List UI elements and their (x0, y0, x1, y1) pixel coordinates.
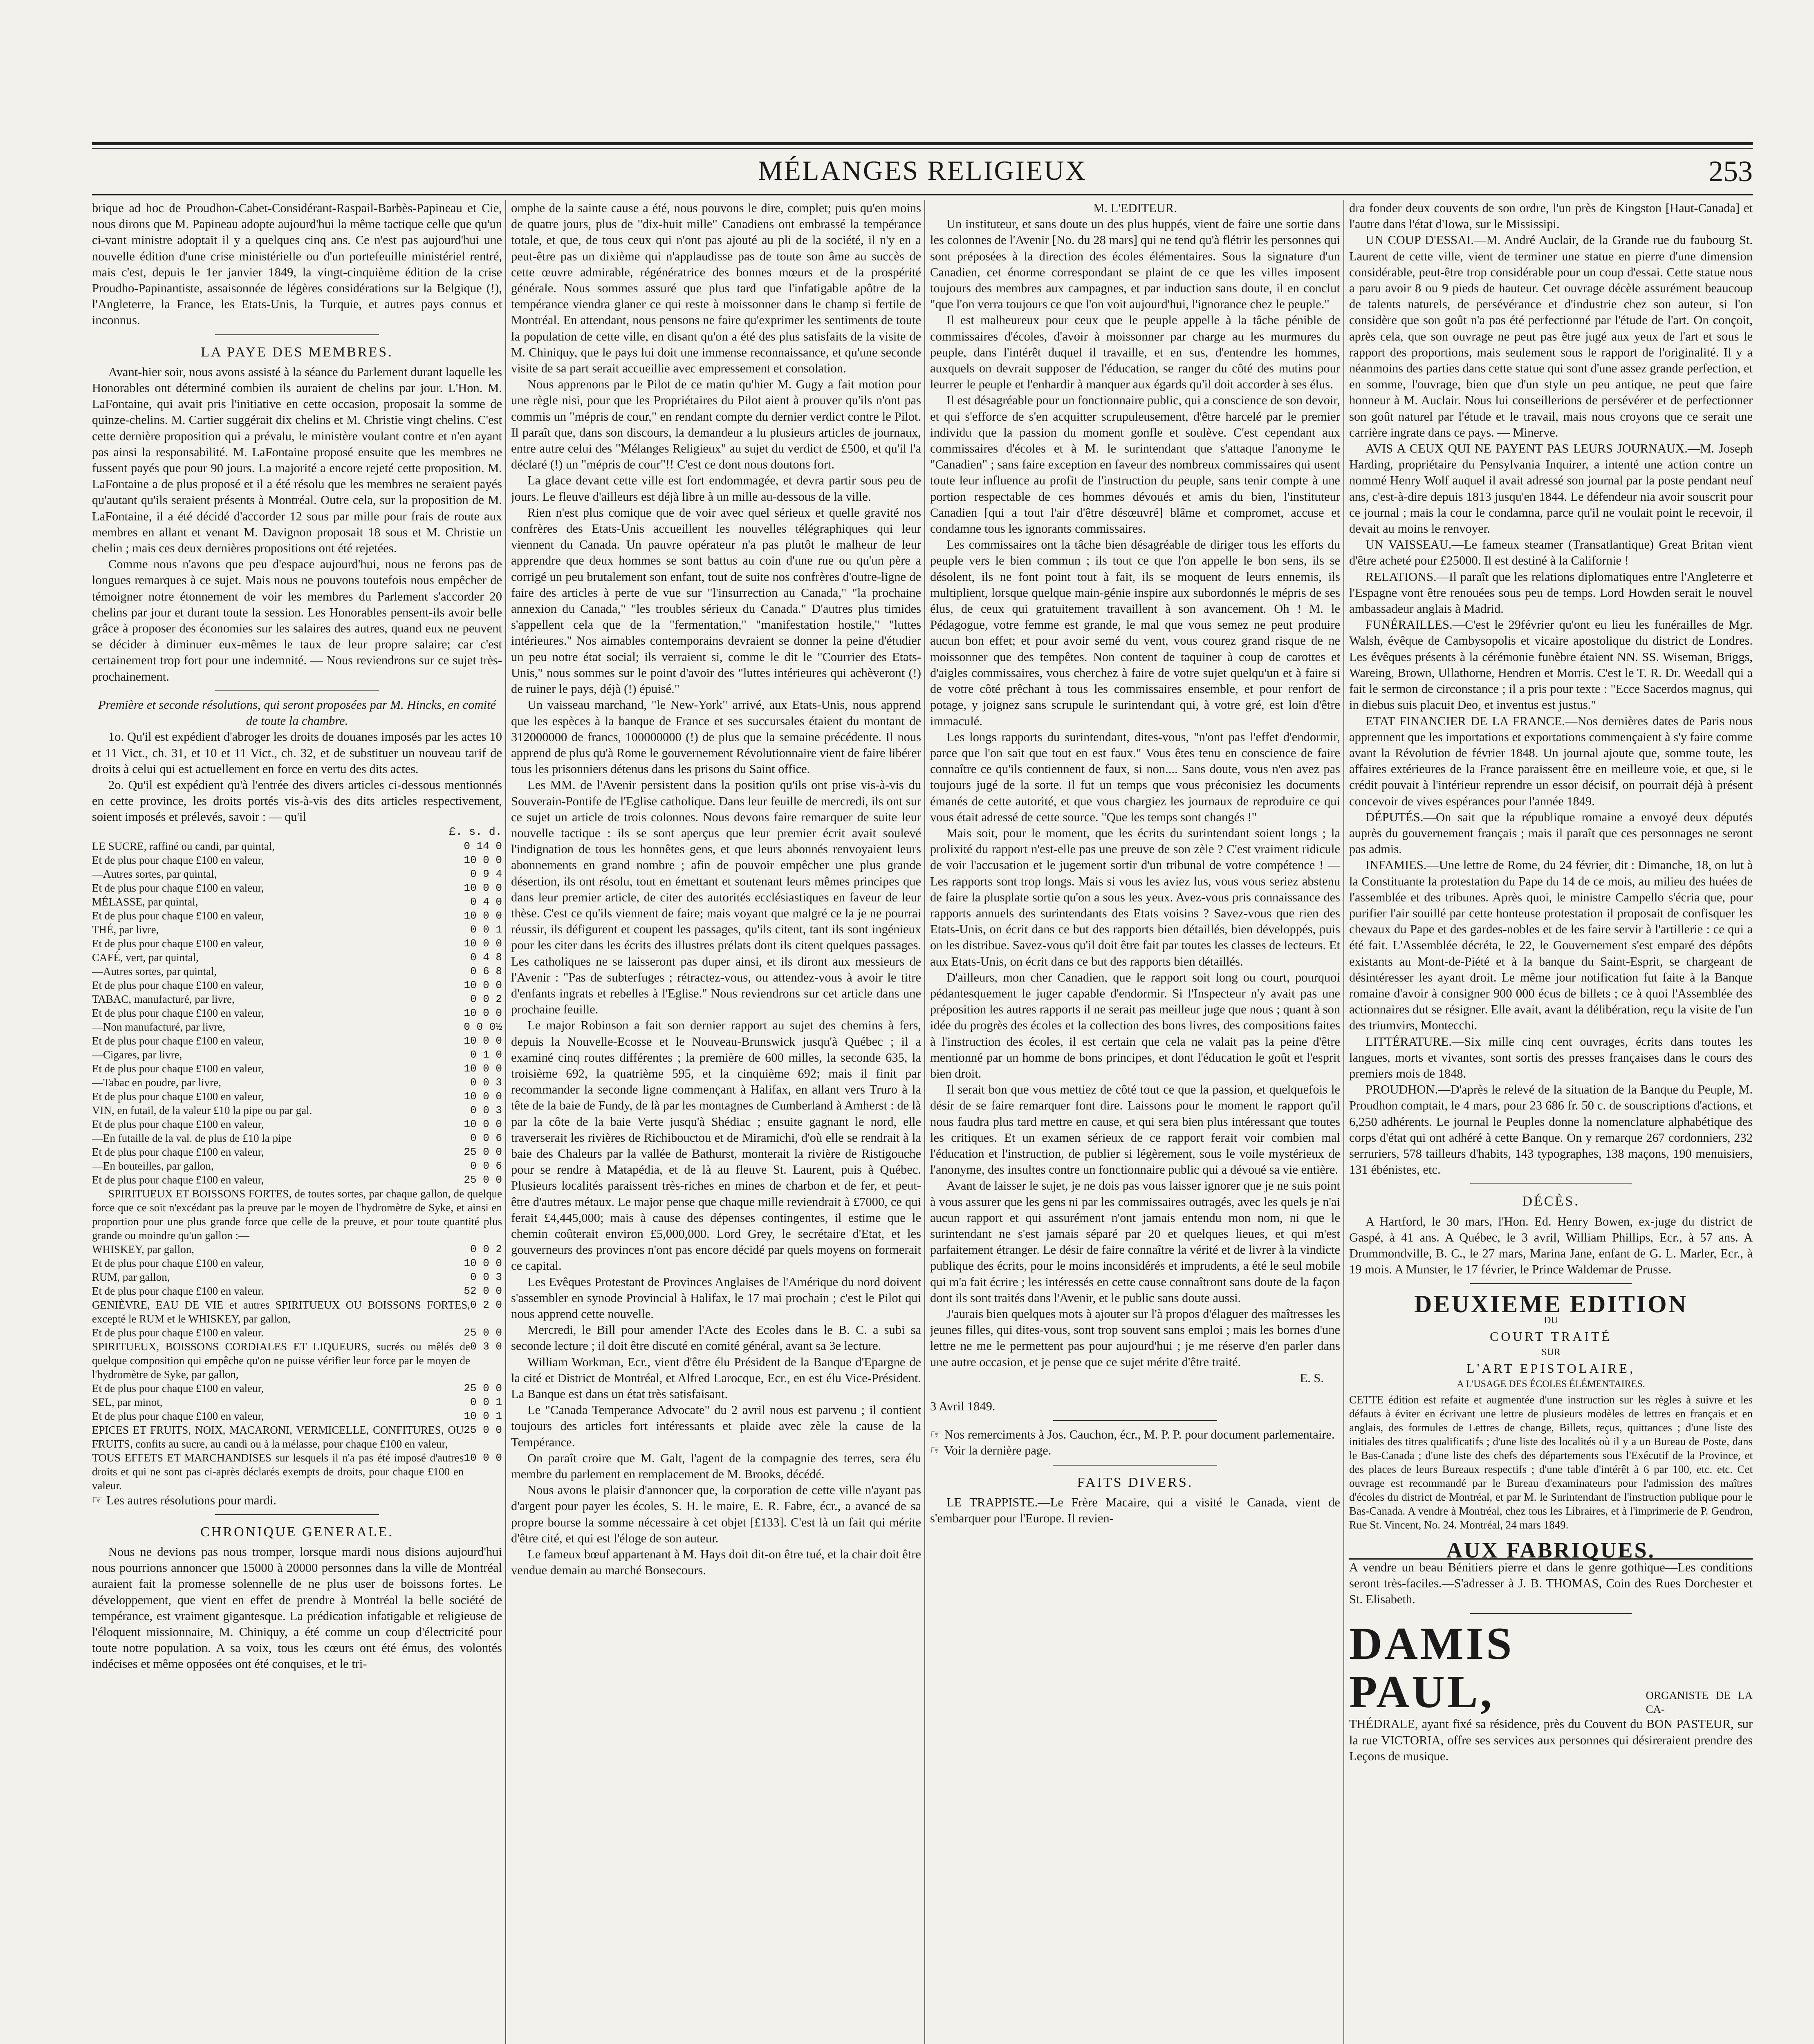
paragraph: Le fameux bœuf appartenant à M. Hays doit dit-on être tué, et la chair doit être vendue demain au marché Bonsecours. (511, 1547, 921, 1578)
paragraph: RELATIONS.—Il paraît que les relations diplomatiques entre l'Angleterre et l'Espagne vont être renouées sous peu de temps. Lord Howden serait le nouvel ambassadeur anglais à Madrid. (1349, 569, 1753, 616)
tariff-amount: 0 0 0½ (464, 1020, 502, 1033)
tariff-row (92, 992, 502, 1006)
paragraph: D'ailleurs, mon cher Canadien, que le rapport soit long ou court, pourquoi pédantesquement le juger capable d'endormir. Si l'Inspecteur n'y avait pas une préposition les autres rapports il ne serait pas meilleur juge que nous ; quant à son idée du progrès des écoles et la collection des bons livres, des compositions faites à l'instruction des écoles, il est certain que cela ne valait pas la peine d'être mentionné par un homme de bons principes, et dont l'éducation le goût et l'esprit bien droit. (930, 970, 1340, 1080)
paragraph: Le major Robinson a fait son dernier rapport au sujet des chemins à fers, depuis la Nouvelle-Ecosse et le Nouveau-Brunswick jusqu'à Québec ; il a examiné cinq routes différentes ; la première de 600 milles, la seconde 635, la troisième 692, la quatrième 595, et la cinquième 692; mais il finit par recommander la seconde ligne commençant à Halifax, en allant vers Truro à la tête de la baie de Fundy, de là par les montagnes de Cumberland à Amherst : de là par la côte de la baie Verte jusqu'à Shédiac ; ensuite gagnant le nord, elle traverserait les rivières de Richibouctou et de Miramichi, d'où elle se rendrait à la baie des Chaleurs par la vallée de Bathurst, monterait la rivière de Ristigouche pour se rendre à Matapédia, et de là au fleuve St. Laurent, puis à Québec. Plusieurs localités paraissent très-riches en mines de charbon et de fer, et peut-être d'autres métaux. Le major pense que chaque mille reviendrait à £7000, ce qui ferait £4,445,000; mais à cause des dépenses contingentes, il estime que le chemin coûterait environ £5,000,000. Lord Grey, le secrétaire d'Etat, et les gouverneurs des provinces n'ont pas encore décidé par quels moyens on formerait ce capital. (511, 1018, 921, 1273)
tariff-amount: 0 0 1 (470, 1396, 502, 1408)
tariff-row (92, 1395, 502, 1409)
tariff-item: Et de plus pour chaque £100 en valeur, (92, 937, 264, 950)
ad-text: DU (1544, 1315, 1558, 1326)
tariff-item: TOUS EFFETS ET MARCHANDISES sur lesquels il n'a pas été imposé d'autres droits et qui ne sont pas ci-après déclarés exempts de droits, pour chaque £100 en valeur. (92, 1451, 464, 1492)
tariff-row (92, 1006, 502, 1020)
tariff-row (92, 1131, 502, 1145)
paragraph: J'aurais bien quelques mots à ajouter sur l'à propos d'élaguer des maîtresses les jeunes filles, qui dites-vous, sont trop souvent sans emploi ; mais les bornes d'une lettre ne me le permettent pas pour aujourd'hui ; je me réserve d'en parler dans une autre occasion, et je pense que ce sujet mérite d'être traité. (930, 1307, 1340, 1369)
tariff-amount: 10 0 1 (464, 1410, 502, 1422)
tariff-row (92, 1270, 502, 1284)
paragraph: Il serait bon que vous mettiez de côté tout ce que la passion, et quelquefois le désir de se faire remarquer font dire. Laissons pour le moment le rapport qu'il nous faudra plus tard mettre en cause, et qui sera bien plus intéressant que toutes les critiques. Et un examen sérieux de ce rapport ferait voir combien mal l'éducation et l'instruction, de publier si légèrement, sous le voile mystérieux de l'anonyme, des insultes contre un fonctionnaire public qui a dévoué sa vie entière. (930, 1083, 1340, 1177)
tariff-amount: 10 0 0 (464, 1451, 502, 1464)
column-2 (511, 200, 921, 2044)
tariff-row (92, 1103, 502, 1117)
tariff-row (92, 1381, 502, 1395)
tariff-item: Et de plus pour chaque £100 en valeur, (92, 1173, 264, 1186)
tariff-row (92, 909, 502, 923)
column-divider (505, 200, 506, 2044)
page-number: 253 (1709, 155, 1753, 188)
tariff-item: —Autres sortes, par quintal, (92, 965, 217, 977)
tariff-amount: 0 6 8 (470, 965, 502, 977)
signature: E. S. (1300, 1371, 1324, 1385)
tariff-amount: 25 0 0 (464, 1145, 502, 1158)
tariff-item: WHISKEY, par gallon, (92, 1243, 194, 1255)
tariff-item: SEL, par minot, (92, 1396, 163, 1408)
column-divider (1343, 200, 1344, 2044)
tariff-amount: 0 0 3 (470, 1076, 502, 1089)
tariff-amount: 10 0 0 (464, 881, 502, 894)
paragraph: ETAT FINANCIER DE LA FRANCE.—Nos dernières dates de Paris nous apprennent que les importations et exportations commençaient à s'y faire comme avant la Révolution de février 1848. Un journal ajoute que, somme toute, les affaires extérieures de la France paraissent être en meilleure voie, et que, si le crédit pouvait à l'intérieur reprendre un essor décisif, on pourrait déjà à présent concevoir de vives espérances pour l'année 1849. (1349, 714, 1753, 808)
ad-title-edition: DEUXIEME EDITION (1414, 1291, 1688, 1318)
paragraph: Les commissaires ont la tâche bien désagréable de diriger tous les efforts du peuple vers le bien commun ; ils tout ce que l'on appelle le bon sens, ils se désolent, ils ne font point tout à fait, ils se moquent de leurs ennemis, ils multiplient, lorsque quelque main-génie inspire aux subordonnés le mépris de ses élus, de ceux qui gratuitement travaillent à son avancement. Oh ! M. le Pédagogue, votre femme est grande, le mal que vous semez ne peut produire aucun bon effet; et pour avoir semé du vent, vous courez grand risque de ne moissonner que des tempêtes. Non content de taquiner à coup de carottes et d'aigles commissaires, vous cherchez à faire de votre sujet quelqu'un et à faire si de votre côté prêchant à tous les commissaires ensemble, et pour renfort de potage, y joignez sans scrupule le surintendant qui, à votre gré, est loin d'être immaculé. (930, 538, 1340, 728)
tariff-item: EPICES ET FRUITS, NOIX, MACARONI, VERMICELLE, CONFITURES, OU FRUITS, confits au sucre, au candi ou à la mélasse, pour chaque £100 en valeur, (92, 1423, 464, 1450)
tariff-item: Et de plus pour chaque £100 en valeur, (92, 1410, 264, 1422)
tariff-item: GENIÈVRE, EAU DE VIE et autres SPIRITUEUX OU BOISSONS FORTES, excepté le RUM et le WHISKEY, par gallon, (92, 1298, 470, 1325)
tariff-row (92, 1076, 502, 1089)
tariff-amount: 10 0 0 (464, 1006, 502, 1019)
tariff-amount: 0 0 6 (470, 1159, 502, 1172)
tariff-row (92, 964, 502, 978)
tariff-item: RUM, par gallon, (92, 1271, 170, 1283)
tariff-row (92, 1062, 502, 1076)
tariff-row (92, 1423, 502, 1451)
paragraph: LE TRAPPISTE.—Le Frère Macaire, qui a visité le Canada, vient de s'embarquer pour l'Europe. Il revien- (930, 1495, 1340, 1526)
ad-body: A vendre un beau Bénitiers pierre et dans le genre gothique—Les conditions seront très-faciles.—S'adresser à J. B. THOMAS, Coin des Rues Dorchester et St. Elisabeth. (1349, 1560, 1753, 1607)
tariff-row (92, 1173, 502, 1187)
column-1 (92, 200, 502, 2044)
letter-date: 3 Avril 1849. (930, 1399, 996, 1414)
tariff-row (92, 950, 502, 964)
tariff-row (92, 1159, 502, 1173)
ad-body: CETTE édition est refaite et augmentée d'une instruction sur les règles à suivre et les défauts à éviter en écrivant une lettre de plusieurs modèles de lettres en français et en anglais, des formules de Lettres de change, Billets, reçus, quittances ; d'une liste des initiales des titres qualificatifs ; d'une liste des localités où il y a un Bureau de Poste, dans le Bas-Canada ; d'une liste des chefs des départements sous l'Exécutif de la Province, et des places de leurs Bureaux respectifs ; d'une table d'intérêt à 6 par 100, etc. etc. Cet ouvrage est recommandé par le Bureau d'examinateurs pour l'admission des maîtres d'écoles du district de Montréal, et par M. le Surintendant de l'instruction publique pour le Bas-Canada. A vendre à Montréal, chez tous les Libraires, et à l'imprimerie de P. Gendron, Rue St. Vincent, No. 24. Montréal, 24 mars 1849. (1349, 1393, 1753, 1531)
paragraph: A Hartford, le 30 mars, l'Hon. Ed. Henry Bowen, ex-juge du district de Gaspé, à 41 ans. A Québec, le 3 avril, William Phillips, Ecr., à 57 ans. A Drummondville, B. C., le 27 mars, Marina Jane, enfant de G. L. Marler, Ecr., à 19 mois. A Munster, le 17 février, le Prince Waldemar de Prusse. (1349, 1214, 1753, 1277)
tariff-amount: 0 0 2 (470, 1243, 502, 1255)
tariff-item: Et de plus pour chaque £100 en valeur, (92, 854, 264, 866)
paragraph: Les Evêques Protestant de Provinces Anglaises de l'Amérique du nord doivent s'assembler en synode Provincial à Halifax, le 17 mai prochain ; c'est le Pilot qui nous apprend cette nouvelle. (511, 1275, 921, 1321)
tariff-table (92, 839, 502, 1187)
paragraph: Rien n'est plus comique que de voir avec quel sérieux et quelle gravité nos confrères des Etats-Unis accueillent les nouvelles télégraphiques qui leur viennent du Canada. Un pauvre opérateur n'a pas plutôt le malheur de leur apprendre que deux hommes se sont battus au coin d'une rue ou qu'un père a corrigé un peu brutalement son enfant, tout de suite nos confrères d'outre-ligne de faire des articles à perte de vue sur "l'insurrection au Canada," "la prochaine annexion du Canada," "les troubles sérieux du Canada." D'autres plus timides s'appellent cela que de la "fermentation," "manifestation hostile," "luttes intérieures." Nos aimables contemporains devraient se donner la peine d'étudier un peu notre état social; ils verraient si, comme le dit le "Courrier des Etats-Unis," nous sommes sur le point d'avoir des "luttes intérieures qui achèveront (!) de ruiner le pays, déjà (!) épuisé." (511, 505, 921, 696)
paragraph: UN VAISSEAU.—Le fameux steamer (Transatlantique) Great Britan vient d'être acheté pour £25000. Il est destiné à la Californie ! (1349, 538, 1753, 568)
tariff-amount: 10 0 0 (464, 909, 502, 922)
ad-title-fabriques: AUX FABRIQUES. (1349, 1542, 1753, 1560)
tariff-item: Et de plus pour chaque £100 en valeur, (92, 979, 264, 991)
tariff-item: Et de plus pour chaque £100 en valeur. (92, 1284, 264, 1297)
separator (215, 1514, 379, 1515)
tariff-amount: 10 0 0 (464, 1118, 502, 1130)
tariff-row (92, 937, 502, 950)
paragraph: La glace devant cette ville est fort endommagée, et devra partir sous peu de jours. Le fleuve d'ailleurs est déjà libre à un mille au-dessous de la ville. (511, 473, 921, 504)
column-divider (924, 200, 925, 2044)
paragraph: Un instituteur, et sans doute un des plus huppés, vient de faire une sortie dans les colonnes de l'Avenir [No. du 28 mars] qui ne tend qu'à flétrir les personnes qui sont préposées à la direction des écoles élémentaires. Sous la signature d'un Canadien, cet énorme correspondant se plaint de ce que les villes imposent toujours des membres aux campagnes, et par induction sans doute, il en conclut "que l'on verra toujours ce que l'on voit aujourd'hui, l'ignorance chez le peuple." (930, 217, 1340, 312)
tariff-amount: 0 0 1 (470, 923, 502, 936)
tariff-amount: 10 0 0 (464, 1257, 502, 1269)
paragraph: UN COUP D'ESSAI.—M. André Auclair, de la Grande rue du faubourg St. Laurent de cette ville, vient de terminer une statue en pierre d'une dimension considérable, peut-être trop considérable pour un coup d'essai. Cette statue nous a paru avoir 8 ou 9 pieds de hauteur. Cet ouvrage décèle assurément beaucoup de talents naturels, de persévérance et d'industrie chez son auteur, si l'on considère que son goût n'a pas été perfectionné par l'étude de l'art. On conçoit, après cela, que son ouvrage ne peut pas être jugé aux yeux de l'art et sous le rapport des proportions, mais seulement sous le rapport de l'originalité. Il y a néanmoins des parties dans cette statue qui sont d'une assez grande perfection, et en somme, l'ouvrage, bien que d'un style un peu antique, ne peut que faire honneur à M. Auclair. Nous lui conseillerions de persévérer et de perfectionner son goût naturel par l'étude et le travail, mais nous croyons que ce serait une carrière ingrate dans ce pays. — Minerve. (1349, 233, 1753, 439)
paragraph: On paraît croire que M. Galt, l'agent de la compagnie des terres, sera élu membre du parlement en remplacement de M. Brooks, décédé. (511, 1451, 921, 1481)
top-rule-thin (92, 148, 1753, 149)
tariff-amount: 0 1 0 (470, 1048, 502, 1061)
paragraph: Il est désagréable pour un fonctionnaire public, qui a conscience de son devoir, et qui s'efforce de s'en acquitter scrupuleusement, d'être harcelé par le premier individu que la passion du moment gonfle et soulève. C'est cependant aux commissaires d'écoles et à M. le surintendant que s'attaque l'anonyme le "Canadien" ; sans faire exception en faveur des nombreux commissaires qui usent toute leur influence au profit de l'instruction du peuple, sans tenir compte à une portion respectable de ces hommes dévoués et amis du bien, l'instituteur Canadien [qui a tout l'air d'être désœuvré] blâme et compromet, accuse et condamne tous les ignorants commissaires. (930, 393, 1340, 536)
tariff-item: Et de plus pour chaque £100 en valeur, (92, 1006, 264, 1019)
tariff-item: SPIRITUEUX, BOISSONS CORDIALES ET LIQUEURS, sucrés ou mêlés de quelque composition qui empêche qu'on ne puisse vérifier leur force par le moyen de l'hydromètre de Syke, par gallon, (92, 1340, 470, 1381)
paragraph: AVIS A CEUX QUI NE PAYENT PAS LEURS JOURNAUX.—M. Joseph Harding, propriétaire du Pensylvania Inquirer, a intenté une action contre un nommé Henry Wolf auquel il avait adressé son journal par la poste pendant neuf ans, c'est-à-dire depuis 1813 jusqu'en 1844. Le défendeur nia avoir souscrit pour ce journal ; mais la cour le condamna, parce qu'il ne voulait point le recevoir, il devait au moins le renvoyer. (1349, 442, 1753, 536)
letter-heading: M. L'EDITEUR. (1093, 201, 1177, 215)
tariff-amount: 0 4 8 (470, 951, 502, 964)
paragraph: FUNÉRAILLES.—C'est le 29février qu'ont eu lieu les funérailles de Mgr. Walsh, évêque de Cambysopolis et vicaire apostolique du district de Londres. Les évêques présents à la cérémonie funèbre étaient NN. SS. Wiseman, Briggs, Wareing, Brown, Ullathorne, Hendren et Morris. C'est le T. R. Dr. Weedall qui a fait le sermon de circonstance ; il a pris pour texte : "Ecce Sacerdos magnus, qui in diebus suis placuit Deo, et inventus est justus." (1349, 618, 1753, 712)
paragraph: Mais soit, pour le moment, que les écrits du surintendant soient longs ; la prolixité du rapport n'est-elle pas une preuve de son zèle ? C'est vraiment ridicule de voir l'accusation et le jugement sortir d'un tribunal de votre compétence ! — Les rapports sont trop longs. Mais si vous les aviez lus, vous vous seriez abstenu de faire la plusplate sortie qu'on a sous les yeux. Avez-vous pris connaissance des rapports annuels des surintendants des Etats voisins ? Savez-vous que rien des Etats-Unis, on écrit dans ce but des rapports bien détaillés, bien développés, puis on les distribue. Savez-vous qu'il doit être fait par toutes les classes de lecteurs. Et aux Etats-Unis, on écrit dans ce but des rapports bien détaillés. (930, 826, 1340, 968)
ad-text: SUR (1541, 1347, 1561, 1358)
header-rule (92, 194, 1753, 195)
tariff-item: LE SUCRE, raffiné ou candi, par quintal, (92, 840, 275, 852)
ad-body: THÉDRALE, ayant fixé sa résidence, près du Couvent du BON PASTEUR, sur la rue VICTORIA, offre ses services aux personnes qui désireraient prendre des Leçons de musique. (1349, 1717, 1753, 1763)
tariff-amount: 25 0 0 (464, 1173, 502, 1186)
paragraph: Les MM. de l'Avenir persistent dans la position qu'ils ont prise vis-à-vis du Souverain-Pontife de l'Eglise catholique. Dans leur feuille de mercredi, ils ont sur ce sujet un article de trois colonnes. Nous devons faire remarquer de suite leur nouvelle tactique : ils se sont aperçus que leur premier écrit avait soulevé l'indignation de tous les honnêtes gens, et que leurs abonnés renvoyaient leurs abonnements en grand nombre ; afin de pouvoir empêcher une plus grande désertion, ils ont résolu, tout en émettant et soutenant leurs mêmes principes que dans leur premier article, de citer des autorités ecclésiastiques en faveur de leur thèse. C'est ce qu'ils viennent de faire; mais voyant que malgré ce la je ne pourrai réussir, ils défigurent et coupent les passages, qu'ils citent, tant ils sont ingénieux pour les citer dans les écrits des illustres prélats dont ils citent quelques passages. Les catholiques ne se laisseront pas duper ainsi, et ils diront aux messieurs de l'Avenir : "Pas de subterfuges ; rétractez-vous, ou attendez-vous à avoir le titre d'enfants ingrats et rebelles à l'Eglise." Nous reviendrons sur cet article dans une prochaine feuille. (511, 778, 921, 1017)
tariff-header: £. s. d. (449, 826, 502, 838)
tariff-row (92, 1298, 502, 1326)
tariff-row (92, 1117, 502, 1131)
paragraph: DÉPUTÉS.—On sait que la république romaine a envoyé deux députés auprès du gouvernement français ; mais il paraît que ces personnages ne seront pas admis. (1349, 810, 1753, 856)
paragraph: Les longs rapports du surintendant, dites-vous, "n'ont pas l'effet d'endormir, parce que l'on sait que tout en est faux." Vous êtes tenu en conscience de faire connaître ce qu'ils contiennent de faux, si non.... Sans doute, vous n'en avez pas toujours jugé de la sorte. Il fut un temps que vous préconisiez les documents émanés de cette autorité, et que vous chargiez les journaux de reproduire ce qui vous était adressé de cette source. "Que les temps sont changés !" (930, 730, 1340, 824)
resolutions-title: Première et seconde résolutions, qui seront proposées par M. Hincks, en comité de toute la chambre. (98, 697, 496, 728)
tariff-row (92, 978, 502, 992)
column-3 (930, 200, 1340, 2044)
tariff-amount: 52 0 0 (464, 1284, 502, 1297)
paragraph: dra fonder deux couvents de son ordre, l'un près de Kingston [Haut-Canada] et l'autre dans l'état d'Iowa, sur le Mississipi. (1349, 201, 1753, 231)
tariff-row (92, 1326, 502, 1340)
section-title: LA PAYE DES MEMBRES. (201, 344, 393, 360)
paragraph: SPIRITUEUX ET BOISSONS FORTES, de toutes sortes, par chaque gallon, de quelque force que ce soit n'excédant pas la preuve par le moyen de l'hydromètre de Syke, et ainsi en proportion pour une plus grande force que celle de la preuve, et pour toute quantité plus grande ou moindre qu'un gallon :— (92, 1187, 502, 1242)
top-rule (92, 142, 1753, 145)
notice: ☞ Voir la dernière page. (930, 1443, 1052, 1458)
tariff-amount: 0 3 0 (470, 1340, 502, 1353)
tariff-amount: 0 2 0 (470, 1298, 502, 1311)
separator (215, 334, 379, 335)
tariff-item: Et de plus pour chaque £100 en valeur, (92, 1034, 264, 1047)
ad-side: ORGANISTE DE LA CA- (1646, 1689, 1753, 1716)
paragraph: William Workman, Ecr., vient d'être élu Président de la Banque d'Epargne de la cité et District de Montréal, et Alfred Larocque, Ecr., en est élu Vice-Président. La Banque est dans un état très satisfaisant. (511, 1355, 921, 1401)
tariff-row (92, 1284, 502, 1298)
tariff-table-2 (92, 1242, 502, 1493)
separator (215, 690, 379, 691)
ad-title-damis-paul: DAMIS PAUL, (1349, 1618, 1514, 1718)
notice: ☞ Les autres résolutions pour mardi. (92, 1493, 276, 1507)
tariff-item: Et de plus pour chaque £100 en valeur, (92, 1062, 264, 1075)
separator (1053, 1465, 1217, 1466)
tariff-row (92, 1034, 502, 1048)
tariff-item: —Cigares, par livre, (92, 1048, 182, 1061)
paragraph: brique ad hoc de Proudhon-Cabet-Considérant-Raspail-Barbès-Papineau et Cie, nous dirons que M. Papineau adopte aujourd'hui la même tactique celle que qu'un ci-vant ministre adoptait il y a quelques cinq ans. Ce n'est pas aujourd'hui une nouvelle édition d'une crise ministérielle ou d'un portefeuille ministériel rentré, mais c'est, depuis le 1er janvier 1849, la vingt-cinquième édition de la crise Proudho-Papinantiste, assaisonnée de légères considérations sur la Belgique (!), l'Angleterre, la France, les Etats-Unis, la Turquie, et autres pays connus et inconnus. (92, 201, 502, 327)
tariff-row (92, 839, 502, 853)
tariff-row (92, 1409, 502, 1423)
tariff-amount: 10 0 0 (464, 1034, 502, 1047)
tariff-item: Et de plus pour chaque £100 en valeur, (92, 1118, 264, 1130)
tariff-row (92, 1242, 502, 1256)
paragraph: 1o. Qu'il est expédient d'abroger les droits de douanes imposés par les actes 10 et 11 Vict., ch. 31, et 10 et 11 Vict., ch. 32, et de substituer un nouveau tarif de droits à celui qui est actuellement en force en vertu des dits actes. (92, 730, 502, 776)
ad-subtitle: L'ART EPISTOLAIRE, (1466, 1361, 1635, 1376)
paragraph: Avant-hier soir, nous avons assisté à la séance du Parlement durant laquelle les Honorables ont déterminé combien ils auraient de chelins par jour. L'Hon. M. LaFontaine, qui avait pris l'initiative en cette occasion, proposait la somme de quinze-chelins. M. Cartier suggérait dix chelins et M. Christie vingt chelins. C'est cette dernière proposition qui a prévalu, le ministère voulant contre et n'en ayant pas ainsi la responsabilité. M. LaFontaine proposé ensuite que les membres ne fussent payés que pour 90 jours. La majorité a encore rejeté cette proposition. M. LaFontaine a de plus proposé et il a été résolu que les membres ne seraient payés qu'autant qu'ils seraient présents à Montréal. Outre cela, sur la proposition de M. LaFontaine, il a été décidé d'accorder 12 sous par mille pour frais de route aux membres en allant et venant M. Davignon proposait 18 sous et M. Christie un chelin ; mais ces deux dernières propositions ont été rejetées. (92, 365, 502, 556)
paragraph: Avant de laisser le sujet, je ne dois pas vous laisser ignorer que je ne suis point à vous assurer que les gens ni par les commissaires outragés, avec les quels je n'ai aucun rapport et qui assurément n'ont jamais entendu mon nom, ni que le surintendant ne s'est jamais séparé par 20 et quelques lieues, et qui m'est parfaitement étranger. Le désir de faire connaître la vérité et de livrer à la vindicte publique des écrits, pour le moins inconsidérés et imprudents, a été le seul mobile qui m'a fait écrire ; les intéressés en cette cause connaîtront sans doute de la façon dont ils sont traités dans l'Avenir, et le public sans doute aussi. (930, 1179, 1340, 1305)
paragraph: omphe de la sainte cause a été, nous pouvons le dire, complet; puis qu'en moins de quatre jours, plus de "dix-huit mille" Canadiens ont embrassé la tempérance totale, et que, de tous ceux qui n'ont pas ajouté au pli de la société, il n'y en a peut-être pas un dixième qui n'applaudisse pas de toute son âme au succès de cette œuvre admirable, régénératrice des bonnes mœurs et de la prospérité générale. Nous sommes assuré que plus tard que l'infatigable apôtre de la tempérance viendra glaner ce qui reste à moissonner dans le champ si fertile de Montréal. En attendant, nous pensons ne faire qu'exprimer les sentiments de toute la population de cette ville, en disant qu'on a été des plus satisfaits de la visite de M. Chiniquy, que le pays lui doit une immense reconnaissance, et qu'une seconde visite de sa part serait accueillie avec empressement et consolation. (511, 201, 921, 376)
tariff-item: VIN, en futail, de la valeur £10 la pipe ou par gal. (92, 1104, 312, 1116)
tariff-item: —Non manufacturé, par livre, (92, 1020, 226, 1033)
ad-subtitle: COURT TRAITÉ (1489, 1329, 1612, 1344)
tariff-row (92, 1256, 502, 1270)
separator (1470, 1283, 1632, 1284)
tariff-row (92, 867, 502, 881)
page-header (92, 151, 1753, 196)
tariff-row (92, 881, 502, 895)
tariff-amount: 0 0 3 (470, 1271, 502, 1283)
paragraph: 2o. Qu'il est expédient qu'à l'entrée des divers articles ci-dessous mentionnés en cette province, les droits portés vis-à-vis des dits articles respectivement, soient imposés et prélevés, savoir : — qu'il (92, 778, 502, 824)
paragraph: PROUDHON.—D'après le relevé de la situation de la Banque du Peuple, M. Proudhon comptait, le 4 mars, pour 23 686 fr. 50 c. de souscriptions d'actions, et 6,250 adhérents. Le journal le Peuples donne la nomenclature alphabétique des corps d'état qui ont adhéré à cette Banque. On y remarque 267 cordonniers, 232 serruriers, 578 tailleurs d'habits, 143 typographes, 138 maçons, 190 menuisiers, 131 ébénistes, etc. (1349, 1083, 1753, 1177)
tariff-amount: 0 0 6 (470, 1132, 502, 1144)
tariff-row (92, 1089, 502, 1103)
tariff-amount: 10 0 0 (464, 937, 502, 950)
tariff-row (92, 1020, 502, 1034)
paragraph: Nous apprenons par le Pilot de ce matin qu'hier M. Gugy a fait motion pour une règle nisi, pour que les Propriétaires du Pilot aient à prouver qu'ils n'ont pas commis un "mépris de cour," en rendant compte du dernier verdict contre le Pilot. Il paraît que, dans son discours, la demandeur a lu plusieurs articles de journaux, entre autre celui des "Mélanges Religieux" au sujet du verdict de £500, et qu'il l'a déclaré (!) un "mépris de cour"!! C'est ce dont nous doutons fort. (511, 377, 921, 472)
tariff-item: —En bouteilles, par gallon, (92, 1159, 214, 1172)
tariff-item: Et de plus pour chaque £100 en valeur, (92, 881, 264, 894)
tariff-item: Et de plus pour chaque £100 en valeur, (92, 909, 264, 922)
tariff-amount: 0 9 4 (470, 867, 502, 880)
tariff-item: —Autres sortes, par quintal, (92, 867, 217, 880)
column-4 (1349, 200, 1753, 2044)
tariff-row (92, 853, 502, 867)
tariff-item: THÉ, par livre, (92, 923, 159, 936)
separator (1053, 1420, 1217, 1421)
tariff-amount: 10 0 0 (464, 1090, 502, 1103)
section-title: DÉCÈS. (1522, 1194, 1580, 1209)
separator (1470, 1613, 1632, 1614)
separator (1470, 1183, 1632, 1184)
page-title: MÉLANGES RELIGIEUX (758, 155, 1087, 186)
tariff-amount: 10 0 0 (464, 1062, 502, 1075)
paragraph: Nous avons le plaisir d'annoncer que, la corporation de cette ville n'ayant pas d'argent pour payer les écoles, S. H. le maire, E. R. Fabre, écr., a avancé de sa propre bourse la somme nécessaire à cet objet [£133]. C'est là un fait qui mérite d'être cité, et qui est l'éloge de son auteur. (511, 1483, 921, 1545)
section-title: FAITS DIVERS. (1077, 1475, 1193, 1490)
tariff-item: Et de plus pour chaque £100 en valeur. (92, 1326, 264, 1339)
paragraph: Comme nous n'avons que peu d'espace aujourd'hui, nous ne ferons pas de longues remarques à ce sujet. Mais nous ne pouvons toutefois nous empêcher de témoigner notre étonnement de voir les membres du Parlement s'accorder 20 chelins par jour et durant toute la session. Les Honorables pensent-ils avoir belle grâce à proposer des économies sur les salaires des autres, quand eux ne peuvent se décider à diminuer eux-mêmes le taux de leur propre salaire; car c'est certainement trop fort pour une indemnité. — Nous reviendrons sur ce sujet très-prochainement. (92, 557, 502, 684)
tariff-amount: 0 4 0 (470, 895, 502, 908)
tariff-row (92, 1340, 502, 1381)
tariff-amount: 0 0 2 (470, 993, 502, 1005)
tariff-item: Et de plus pour chaque £100 en valeur, (92, 1382, 264, 1394)
tariff-amount: 25 0 0 (464, 1423, 502, 1436)
tariff-item: TABAC, manufacturé, par livre, (92, 993, 235, 1005)
tariff-amount: 25 0 0 (464, 1382, 502, 1394)
notice: ☞ Nos remerciments à Jos. Cauchon, écr., M. P. P. pour document parlementaire. (930, 1428, 1335, 1442)
tariff-item: MÉLASSE, par quintal, (92, 895, 198, 908)
tariff-row (92, 1048, 502, 1062)
tariff-amount: 0 14 0 (464, 840, 502, 852)
tariff-row (92, 1451, 502, 1493)
tariff-item: —En futaille de la val. de plus de £10 la pipe (92, 1132, 292, 1144)
paragraph: Nous ne devions pas nous tromper, lorsque mardi nous disions aujourd'hui nous pourrions annoncer que 15000 à 20000 personnes dans la ville de Montréal auraient fait la promesse solennelle de ne plus user de boissons fortes. Le développement, que vient en effet de prendre à Montréal la belle société de tempérance, est vraiment gigantesque. La prédication infatigable et religieuse de l'éloquent missionnaire, M. Chiniquy, a été comme un coup d'électricité pour toute notre population. A sa voix, tous les cœurs ont été émus, des volontés indécises et même opposées ont été conquises, et le tri- (92, 1544, 502, 1671)
tariff-item: Et de plus pour chaque £100 en valeur, (92, 1257, 264, 1269)
tariff-item: —Tabac en poudre, par livre, (92, 1076, 221, 1089)
section-title: CHRONIQUE GENERALE. (200, 1524, 394, 1540)
paragraph: INFAMIES.—Une lettre de Rome, du 24 février, dit : Dimanche, 18, on lut à la Constituante la protestation du Pape du 14 de ce mois, au milieu des huées de l'assemblée et des tribunes. Après quoi, le ministre Campello s'écria que, pour purifier l'air souillé par cette honteuse protestation il proposait de confisquer les chevaux du Pape et des gardes-nobles et de les faire servir à l'artillerie : ce qui a été fait. L'Assemblée décréta, le 22, le Gouvernement s'est emparé des dépôts existants au Mont-de-Piété et à la banque du Saint-Esprit, se chargeant de désintéresser les ayant droit. Le même jour notification fut faite à la Banque romaine d'avoir à consigner 900 000 écus de billets ; ce à quoi l'Assemblée des actionnaires dut se résigner. Elle avait, avant la délibération, reçu la visite de l'un des triumvirs, Montecchi. (1349, 858, 1753, 1033)
tariff-row (92, 1145, 502, 1159)
tariff-item: CAFÉ, vert, par quintal, (92, 951, 199, 964)
ad-text: A L'USAGE DES ÉCOLES ÉLÉMENTAIRES. (1457, 1379, 1645, 1390)
paragraph: Le "Canada Temperance Advocate" du 2 avril nous est parvenu ; il contient toujours des articles fort intéressants et plaide avec zèle la cause de la Tempérance. (511, 1403, 921, 1449)
paragraph: Un vaisseau marchand, "le New-York" arrivé, aux Etats-Unis, nous apprend que les espèces à la banque de France et ses succursales étaient du montant de 312000000 de francs, 100000000 (!) de plus que la semaine précédente. Il nous apprend de plus qu'à Rome le gouvernement Révolutionnaire vient de faire libérer tous les prisonniers détenus dans les prisons du Saint office. (511, 698, 921, 776)
tariff-amount: 0 0 3 (470, 1104, 502, 1116)
paragraph: Mercredi, le Bill pour amender l'Acte des Ecoles dans le B. C. a subi sa seconde lecture ; il doit être discuté en comité général, avant sa 3e lecture. (511, 1323, 921, 1353)
tariff-amount: 10 0 0 (464, 979, 502, 991)
tariff-row (92, 923, 502, 937)
tariff-row (92, 895, 502, 909)
paragraph: LITTÉRATURE.—Six mille cinq cent ouvrages, écrits dans toutes les langues, morts et vivantes, sont sortis des presses françaises dans le cours des premiers mois de 1848. (1349, 1034, 1753, 1080)
tariff-item: Et de plus pour chaque £100 en valeur, (92, 1090, 264, 1103)
tariff-amount: 10 0 0 (464, 854, 502, 866)
tariff-amount: 25 0 0 (464, 1326, 502, 1339)
tariff-item: Et de plus pour chaque £100 en valeur, (92, 1145, 264, 1158)
paragraph: Il est malheureux pour ceux que le peuple appelle à la tâche pénible de commissaires d'écoles, d'avoir à moissonner par charge au les murmures du peuple, dans l'intérêt duquel il travaille, et en sus, d'entendre les hommes, auxquels on devrait supposer de l'éducation, se ranger du côté des mutins pour leurrer le peuple et l'enhardir à manquer aux égards qu'il doit accorder à ses élus. (930, 313, 1340, 392)
